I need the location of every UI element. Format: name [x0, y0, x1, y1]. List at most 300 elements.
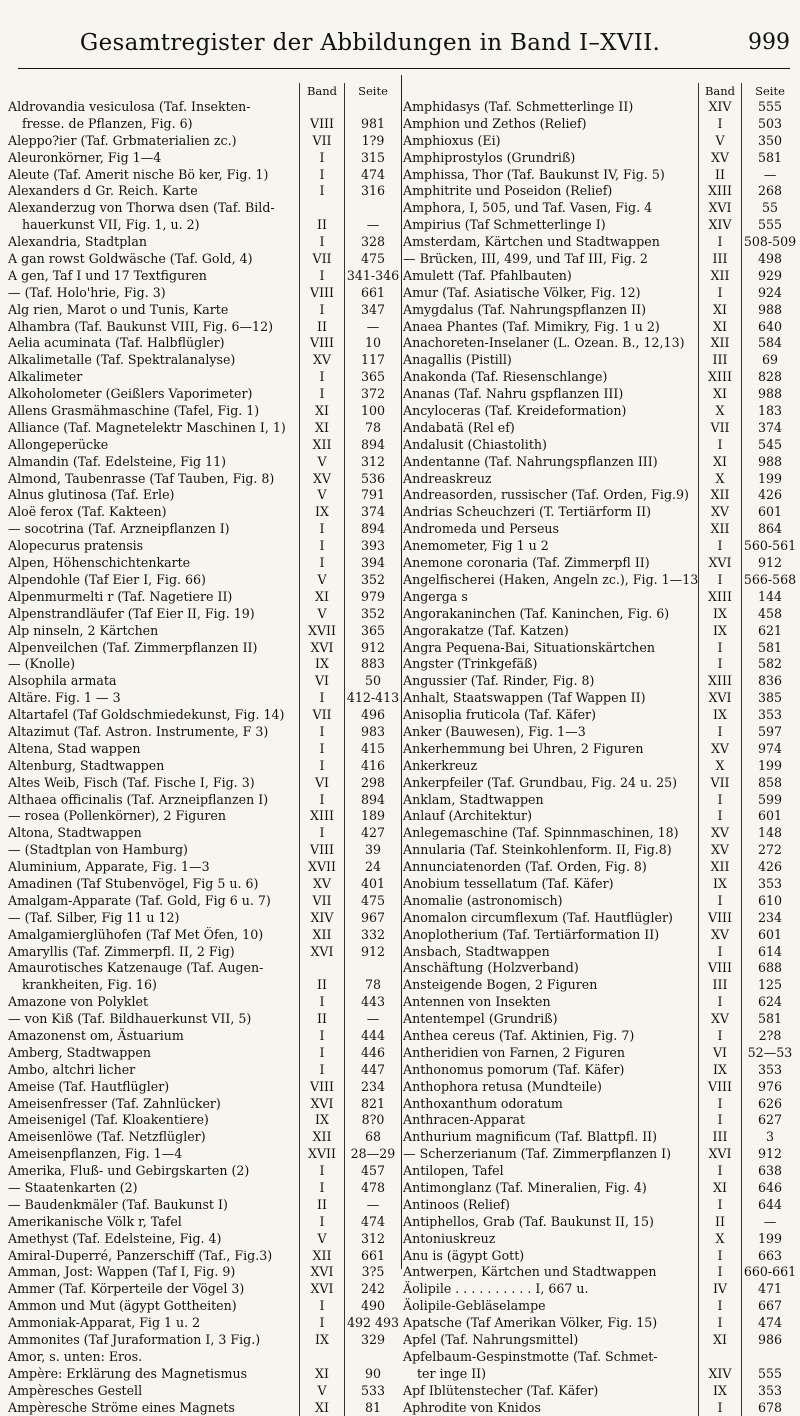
- entry-term: Altäre. Fig. 1 — 3: [8, 690, 121, 706]
- index-entry: [8, 775, 401, 792]
- entry-page: [344, 99, 401, 116]
- entry-band: XV: [698, 150, 741, 167]
- entry-band: XV: [698, 1011, 741, 1028]
- index-entry: [8, 1383, 401, 1400]
- entry-band: XV: [698, 504, 741, 521]
- entry-term: Amygdalus (Taf. Nahrungspflanzen II): [403, 301, 647, 317]
- index-entry: [403, 1281, 798, 1298]
- index-entry: [8, 352, 401, 369]
- entry-term: Alkoholometer (Geißlers Vaporimeter): [8, 386, 253, 402]
- entry-term: Ansteigende Bogen, 2 Figuren: [403, 977, 598, 993]
- entry-page: 894: [344, 792, 401, 809]
- entry-band: X: [698, 1231, 741, 1248]
- entry-term: Amalgamierglühofen (Taf Met Öfen, 10): [8, 926, 264, 942]
- index-entry: [403, 944, 798, 961]
- entry-page: —: [344, 1197, 401, 1214]
- entry-page: 55: [741, 200, 798, 217]
- entry-term: — rosea (Pollenkörner), 2 Figuren: [8, 808, 226, 824]
- entry-term: Alkalimeter: [8, 369, 83, 385]
- entry-page: 967: [344, 910, 401, 927]
- entry-page: 581: [741, 1011, 798, 1028]
- entry-band: I: [698, 724, 741, 741]
- entry-band: XII: [698, 521, 741, 538]
- entry-band: XVI: [299, 1096, 344, 1113]
- entry-term: Amethyst (Taf. Edelsteine, Fig. 4): [8, 1230, 222, 1246]
- index-entry: [8, 369, 401, 386]
- entry-page: 183: [741, 403, 798, 420]
- entry-page: 39: [344, 842, 401, 859]
- entry-term: Almandin (Taf. Edelsteine, Fig 11): [8, 453, 227, 469]
- entry-term: Alopecurus pratensis: [8, 538, 144, 554]
- entry-band: XV: [698, 927, 741, 944]
- index-entry: [8, 859, 401, 876]
- entry-band: VII: [299, 251, 344, 268]
- entry-term: Ammonites (Taf Juraformation I, 3 Fig.): [8, 1332, 261, 1348]
- band-header: Band: [698, 83, 741, 99]
- entry-term: Alhambra (Taf. Baukunst VIII, Fig. 6—12): [8, 318, 273, 334]
- entry-band: V: [299, 1383, 344, 1400]
- entry-term: Antinoos (Relief): [403, 1196, 510, 1212]
- entry-band: I: [299, 1315, 344, 1332]
- entry-term: — (Taf. Holo'hrie, Fig. 3): [8, 284, 166, 300]
- band-header: Band: [299, 83, 344, 99]
- entry-term: Ancyloceras (Taf. Kreideformation): [403, 403, 627, 419]
- entry-term: Äolipile . . . . . . . . . . I, 667 u.: [403, 1281, 589, 1297]
- entry-page: 894: [344, 521, 401, 538]
- entry-page: 90: [344, 1366, 401, 1383]
- entry-page: 581: [741, 640, 798, 657]
- entry-band: VIII: [299, 335, 344, 352]
- entry-term: Äolipile-Gebläselampe: [403, 1298, 546, 1314]
- entry-band: I: [698, 538, 741, 555]
- index-entry: [403, 673, 798, 690]
- entry-page: 353: [741, 1383, 798, 1400]
- entry-page: 566-568: [741, 572, 798, 589]
- index-entry: [8, 1298, 401, 1315]
- entry-term: Ameisenpflanzen, Fig. 1—4: [8, 1146, 183, 1162]
- entry-page: 597: [741, 724, 798, 741]
- index-entry: [403, 369, 798, 386]
- entry-band: XIV: [698, 99, 741, 116]
- index-entry: [403, 99, 798, 116]
- entry-band: XII: [299, 1248, 344, 1265]
- page-title: Gesamtregister der Abbildungen in Band I–XVII.: [79, 30, 661, 56]
- entry-band: I: [698, 1248, 741, 1265]
- entry-page: 199: [741, 758, 798, 775]
- entry-term: Antwerpen, Kärtchen und Stadtwappen: [403, 1264, 657, 1280]
- index-entry: [403, 285, 798, 302]
- entry-page: 614: [741, 944, 798, 961]
- entry-band: II: [698, 167, 741, 184]
- entry-term: Anomalon circumflexum (Taf. Hautflügler): [403, 909, 673, 925]
- entry-page: 458: [741, 606, 798, 623]
- index-entry: [8, 893, 401, 910]
- entry-band: I: [299, 538, 344, 555]
- entry-page: 144: [741, 589, 798, 606]
- entry-page: 644: [741, 1197, 798, 1214]
- entry-page: 347: [344, 302, 401, 319]
- entry-band: VI: [299, 775, 344, 792]
- index-entry: [8, 167, 401, 184]
- index-entry: [8, 420, 401, 437]
- index-entry: [8, 437, 401, 454]
- entry-page: 415: [344, 741, 401, 758]
- entry-page: 627: [741, 1112, 798, 1129]
- entry-band: XV: [698, 741, 741, 758]
- entry-band: XV: [299, 471, 344, 488]
- entry-band: X: [698, 758, 741, 775]
- column-header: [403, 83, 798, 99]
- entry-band: [299, 1349, 344, 1366]
- entry-page: 298: [344, 775, 401, 792]
- entry-page: 374: [741, 420, 798, 437]
- entry-term: Anemometer, Fig 1 u 2: [403, 538, 549, 554]
- entry-band: XII: [698, 268, 741, 285]
- index-entry: [403, 1011, 798, 1028]
- entry-term: Alkalimetalle (Taf. Spektralanalyse): [8, 352, 236, 368]
- entry-page: 498: [741, 251, 798, 268]
- entry-band: VIII: [698, 910, 741, 927]
- entry-band: IV: [698, 1281, 741, 1298]
- index-entry: [8, 876, 401, 893]
- entry-term: Anhalt, Staatswappen (Taf Wappen II): [403, 690, 646, 706]
- entry-band: VIII: [698, 960, 741, 977]
- entry-band: V: [698, 133, 741, 150]
- entry-band: I: [698, 1163, 741, 1180]
- index-entry: [403, 1112, 798, 1129]
- entry-term: Aleppo?ier (Taf. Grbmaterialien zc.): [8, 132, 237, 148]
- index-entry: [8, 741, 401, 758]
- entry-page: 3?5: [344, 1264, 401, 1281]
- entry-term: Allens Grasmähmaschine (Tafel, Fig. 1): [8, 403, 260, 419]
- entry-term: Anisoplia fruticola (Taf. Käfer): [403, 707, 596, 723]
- index-entry: [8, 521, 401, 538]
- entry-page: 353: [741, 707, 798, 724]
- entry-page: 974: [741, 741, 798, 758]
- index-entry: [8, 1011, 401, 1028]
- index-entry: [403, 521, 798, 538]
- index-entry: [403, 1248, 798, 1265]
- entry-term: Antiphellos, Grab (Taf. Baukunst II, 15): [403, 1213, 654, 1229]
- index-entry: [8, 133, 401, 150]
- entry-band: IX: [698, 1383, 741, 1400]
- entry-band: I: [299, 234, 344, 251]
- entry-band: VII: [299, 707, 344, 724]
- entry-term: — von Kiß (Taf. Bildhauerkunst VII, 5): [8, 1011, 252, 1027]
- entry-band: IX: [698, 876, 741, 893]
- entry-term: Angorakatze (Taf. Katzen): [403, 622, 569, 638]
- entry-term: Andrias Scheuchzeri (T. Tertiärform II): [403, 504, 651, 520]
- entry-page: 986: [741, 1332, 798, 1349]
- index-entry: [403, 454, 798, 471]
- index-entry: [403, 808, 798, 825]
- entry-term: Amalgam-Apparate (Taf. Gold, Fig 6 u. 7): [8, 892, 271, 908]
- entry-band: I: [299, 741, 344, 758]
- index-entry: [8, 1079, 401, 1096]
- entry-page: 503: [741, 116, 798, 133]
- entry-term: Ankerpfeiler (Taf. Grundbau, Fig. 24 u. 25): [403, 774, 678, 790]
- entry-page: 555: [741, 217, 798, 234]
- entry-page: [344, 960, 401, 977]
- entry-term: Aluminium, Apparate, Fig. 1—3: [8, 859, 210, 875]
- entry-term: Ameisenlöwe (Taf. Netzflügler): [8, 1129, 206, 1145]
- entry-band: II: [698, 1214, 741, 1231]
- entry-page: 272: [741, 842, 798, 859]
- entry-band: XIV: [299, 910, 344, 927]
- entry-page: 660-661: [741, 1264, 798, 1281]
- entry-page: 599: [741, 792, 798, 809]
- index-entry: [8, 690, 401, 707]
- index-entry: [8, 150, 401, 167]
- entry-page: 332: [344, 927, 401, 944]
- entry-page: [741, 1349, 798, 1366]
- index-entry: [8, 335, 401, 352]
- entry-band: XV: [299, 352, 344, 369]
- index-entry: [403, 167, 798, 184]
- entry-term: Anklam, Stadtwappen: [403, 791, 544, 807]
- entry-term: Anlegemaschine (Taf. Spinnmaschinen, 18): [403, 825, 679, 841]
- entry-band: VIII: [299, 1079, 344, 1096]
- entry-band: I: [698, 792, 741, 809]
- entry-term: Anaea Phantes (Taf. Mimikry, Fig. 1 u 2): [403, 318, 660, 334]
- entry-band: XI: [698, 454, 741, 471]
- entry-page: —: [741, 167, 798, 184]
- entry-term: Amur (Taf. Asiatische Völker, Fig. 12): [403, 284, 641, 300]
- index-entry: [8, 99, 401, 116]
- entry-term: Antilopen, Tafel: [403, 1163, 504, 1179]
- entry-band: I: [299, 1028, 344, 1045]
- index-entry: [8, 825, 401, 842]
- entry-term: Angster (Trinkgefäß): [403, 656, 538, 672]
- entry-band: XII: [299, 927, 344, 944]
- entry-band: [299, 99, 344, 116]
- entry-term: Anthophora retusa (Mundteile): [403, 1078, 602, 1094]
- index-entry: [403, 1096, 798, 1113]
- entry-term: Antoniuskreuz: [403, 1230, 496, 1246]
- entry-term: Angussier (Taf. Rinder, Fig. 8): [403, 673, 595, 689]
- entry-page: 621: [741, 623, 798, 640]
- entry-page: 352: [344, 606, 401, 623]
- entry-band: I: [698, 1400, 741, 1416]
- entry-band: VI: [299, 673, 344, 690]
- entry-band: XI: [299, 403, 344, 420]
- index-entry: [403, 775, 798, 792]
- page-header: [0, 0, 800, 72]
- entry-band: X: [698, 403, 741, 420]
- index-entry: [8, 944, 401, 961]
- entry-page: 912: [344, 640, 401, 657]
- entry-term: Antentempel (Grundriß): [403, 1011, 558, 1027]
- entry-page: 894: [344, 437, 401, 454]
- entry-term: Alexanders d Gr. Reich. Karte: [8, 183, 198, 199]
- entry-term: hauerkunst VII, Fig. 1, u. 2): [22, 217, 200, 233]
- entry-page: 983: [344, 724, 401, 741]
- index-entry: [403, 1062, 798, 1079]
- entry-term: — Scherzerianum (Taf. Zimmerpflanzen I): [403, 1146, 672, 1162]
- entry-band: I: [698, 1112, 741, 1129]
- entry-page: 601: [741, 927, 798, 944]
- entry-page: 988: [741, 302, 798, 319]
- entry-band: III: [698, 352, 741, 369]
- entry-page: 640: [741, 319, 798, 336]
- index-entry: [403, 471, 798, 488]
- entry-page: 199: [741, 471, 798, 488]
- entry-term: Antheridien von Farnen, 2 Figuren: [403, 1044, 625, 1060]
- index-entry: [8, 572, 401, 589]
- entry-band: I: [698, 808, 741, 825]
- index-entry: [8, 183, 401, 200]
- entry-term: Andreasorden, russischer (Taf. Orden, Fig.9): [403, 487, 689, 503]
- index-entry: [403, 994, 798, 1011]
- index-entry: [8, 386, 401, 403]
- entry-band: I: [299, 183, 344, 200]
- index-entry: [403, 1163, 798, 1180]
- index-entry: [403, 420, 798, 437]
- entry-term: Amadinen (Taf Stubenvögel, Fig 5 u. 6): [8, 875, 259, 891]
- entry-band: VIII: [299, 285, 344, 302]
- index-entry: [403, 1332, 798, 1349]
- entry-band: XI: [299, 589, 344, 606]
- entry-band: II: [299, 1197, 344, 1214]
- entry-page: 601: [741, 808, 798, 825]
- entry-page: 457: [344, 1163, 401, 1180]
- entry-page: 447: [344, 1062, 401, 1079]
- entry-page: 443: [344, 994, 401, 1011]
- entry-term: Andentanne (Taf. Nahrungspflanzen III): [403, 453, 658, 469]
- entry-band: [698, 1349, 741, 1366]
- entry-term: Anthonomus pomorum (Taf. Käfer): [403, 1061, 625, 1077]
- entry-term: Alexanderzug von Thorwa dsen (Taf. Bild-: [8, 200, 275, 216]
- index-entry: [403, 656, 798, 673]
- page-number: 999: [748, 30, 790, 55]
- index-entry: [403, 555, 798, 572]
- entry-page: 189: [344, 808, 401, 825]
- entry-term: — (Knolle): [8, 656, 76, 672]
- entry-page: 688: [741, 960, 798, 977]
- entry-term: Ampèresche Ströme eines Magnets: [8, 1399, 235, 1415]
- entry-band: XVII: [299, 1146, 344, 1163]
- entry-band: I: [698, 572, 741, 589]
- column-divider: [401, 75, 402, 1269]
- entry-term: Aelia acuminata (Taf. Halbflügler): [8, 335, 225, 351]
- index-entry: [8, 1231, 401, 1248]
- entry-page: 242: [344, 1281, 401, 1298]
- entry-band: XII: [698, 335, 741, 352]
- index-column-left: [8, 83, 401, 1415]
- entry-term: fresse. de Pflanzen, Fig. 6): [22, 115, 193, 131]
- entry-term: Amerikanische Völk r, Tafel: [8, 1213, 182, 1229]
- entry-page: 315: [344, 150, 401, 167]
- entry-term: Altes Weib, Fisch (Taf. Fische I, Fig. 3): [8, 774, 255, 790]
- index-entry: [403, 200, 798, 217]
- index-entry: [8, 842, 401, 859]
- entry-term: Apatsche (Taf Amerikan Völker, Fig. 15): [403, 1315, 658, 1331]
- entry-page: 663: [741, 1248, 798, 1265]
- entry-band: I: [299, 1163, 344, 1180]
- entry-band: IX: [299, 1112, 344, 1129]
- entry-page: 474: [741, 1315, 798, 1332]
- entry-term: Angerga s: [403, 588, 468, 604]
- entry-band: V: [299, 572, 344, 589]
- entry-page: 496: [344, 707, 401, 724]
- entry-term: Anoplotherium (Taf. Tertiärformation II): [403, 926, 660, 942]
- index-entry: [8, 268, 401, 285]
- seite-header: Seite: [344, 83, 401, 99]
- index-entry: [403, 1129, 798, 1146]
- index-entry: [8, 319, 401, 336]
- entry-page: 365: [344, 369, 401, 386]
- index-entry: [8, 994, 401, 1011]
- entry-term: Anthoxanthum odoratum: [403, 1095, 563, 1111]
- index-entry: [8, 251, 401, 268]
- entry-term: Amphiprostylos (Grundriß): [403, 149, 576, 165]
- index-entry: [403, 487, 798, 504]
- index-entry: [403, 403, 798, 420]
- entry-term: Ankerhemmung bei Uhren, 2 Figuren: [403, 740, 644, 756]
- entry-band: [299, 200, 344, 217]
- entry-page: 446: [344, 1045, 401, 1062]
- entry-band: XIV: [698, 1366, 741, 1383]
- entry-term: A gen, Taf I und 17 Textfiguren: [8, 267, 207, 283]
- seite-header: Seite: [741, 83, 798, 99]
- index-entry: [403, 1028, 798, 1045]
- entry-term: Ananas (Taf. Nahru gspflanzen III): [403, 386, 624, 402]
- entry-band: I: [698, 1028, 741, 1045]
- index-entry: [403, 1045, 798, 1062]
- entry-page: 478: [344, 1180, 401, 1197]
- entry-term: Aloë ferox (Taf. Kakteen): [8, 504, 167, 520]
- index-entry: [8, 1163, 401, 1180]
- entry-term: Ampirius (Taf Schmetterlinge I): [403, 217, 606, 233]
- index-entry: [8, 1400, 401, 1416]
- entry-term: — Baudenkmäler (Taf. Baukunst I): [8, 1196, 228, 1212]
- entry-page: 490: [344, 1298, 401, 1315]
- entry-term: Anker (Bauwesen), Fig. 1—3: [403, 723, 586, 739]
- entry-term: Apfelbaum-Gespinstmotte (Taf. Schmet-: [403, 1348, 658, 1364]
- entry-page: 471: [741, 1281, 798, 1298]
- index-entry: [8, 1129, 401, 1146]
- index-entry: [403, 183, 798, 200]
- entry-page: —: [344, 319, 401, 336]
- index-entry: [403, 386, 798, 403]
- entry-page: 475: [344, 893, 401, 910]
- entry-term: Amaurotisches Katzenauge (Taf. Augen-: [8, 960, 264, 976]
- index-entry: [8, 623, 401, 640]
- entry-term: Alpenstrandläufer (Taf Eier II, Fig. 19): [8, 605, 255, 621]
- index-entry: [8, 1146, 401, 1163]
- index-entry: [403, 116, 798, 133]
- index-entry: [403, 572, 798, 589]
- entry-term: Altenburg, Stadtwappen: [8, 757, 165, 773]
- index-entry: [403, 1146, 798, 1163]
- index-entry: [403, 977, 798, 994]
- index-entry: [8, 1028, 401, 1045]
- entry-term: Alp ninseln, 2 Kärtchen: [8, 622, 159, 638]
- entry-page: 912: [741, 1146, 798, 1163]
- index-entry: [403, 1298, 798, 1315]
- entry-band: XV: [698, 842, 741, 859]
- entry-band: I: [299, 268, 344, 285]
- index-entry: [403, 1214, 798, 1231]
- entry-term: Amaryllis (Taf. Zimmerpfl. II, 2 Fig): [8, 943, 235, 959]
- entry-page: 533: [344, 1383, 401, 1400]
- entry-band: XVI: [299, 640, 344, 657]
- index-entry: [403, 1383, 798, 1400]
- index-entry: [8, 471, 401, 488]
- index-entry: [8, 504, 401, 521]
- index-entry: [8, 606, 401, 623]
- index-entry: [8, 724, 401, 741]
